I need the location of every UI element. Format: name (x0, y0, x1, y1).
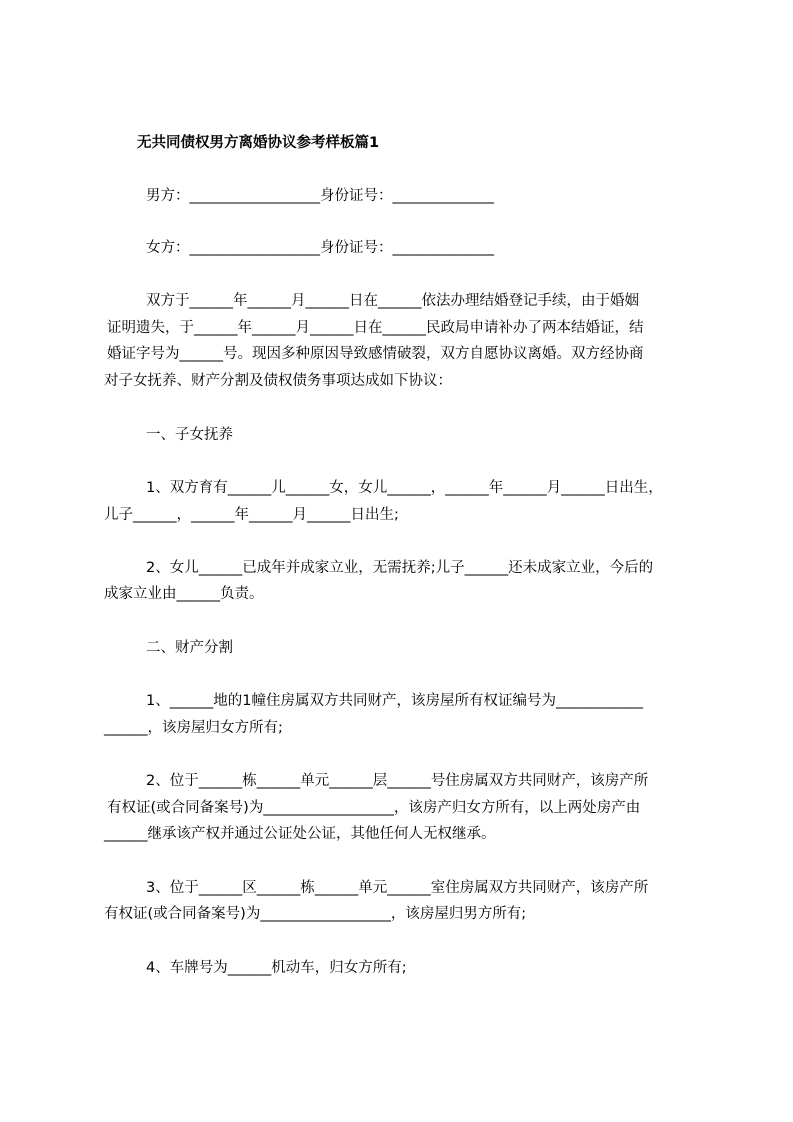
section2-item2-line-1: 2、位于______栋______单元______层______号住房属双方共同财产，该房产所 (146, 773, 649, 789)
intro-line-4: 对子女抚养、财产分割及债权债务事项达成如下协议： (104, 373, 452, 389)
party-male-line: 男方：__________________身份证号：______________ (146, 188, 494, 204)
intro-line-1: 双方于______年______月______日在______依法办理结婚登记手续，由于婚姻 (146, 293, 639, 309)
party-female-line: 女方：__________________身份证号：______________ (146, 240, 494, 256)
section2-item3-line-1: 3、位于______区______栋______单元______室住房属双方共同财产，该房产所 (146, 880, 649, 896)
section2-item2-line-3: ______继承该产权并通过公证处公证，其他任何人无权继承。 (104, 826, 496, 842)
section1-heading: 一、子女抚养 (146, 427, 233, 443)
section2-heading: 二、财产分割 (146, 640, 233, 656)
section2-item3-line-2: 有权证(或合同备案号)为__________________，该房屋归男方所有; (104, 906, 527, 922)
section2-item2-line-2: 有权证(或合同备案号)为__________________，该房产归女方所有，以上两处房产由 (107, 800, 641, 816)
section1-item1-line-2: 儿子______，______年______月______日出生; (104, 507, 399, 523)
section1-item2-line-1: 2、女儿______已成年并成家立业，无需抚养;儿子______还未成家立业，今后的 (146, 560, 654, 576)
section1-item2-line-2: 成家立业由______负责。 (104, 586, 264, 602)
section2-item4-line: 4、车牌号为______机动车，归女方所有; (146, 960, 407, 976)
document-title: 无共同债权男方离婚协议参考样板篇1 (137, 135, 380, 151)
section2-item1-line-1: 1、______地的1幢住房属双方共同财产，该房屋所有权证编号为____________ (146, 693, 643, 709)
section2-item1-line-2: ______，该房屋归女方所有; (104, 720, 283, 736)
intro-line-2: 证明遗失，于______年______月______日在______民政局申请补办了两本结婚证，结 (107, 320, 644, 336)
intro-line-3: 婚证字号为______号。现因多种原因导致感情破裂，双方自愿协议离婚。双方经协商 (107, 346, 644, 362)
section1-item1-line-1: 1、双方育有______儿______女，女儿______，______年______月______日出生， (146, 480, 663, 496)
